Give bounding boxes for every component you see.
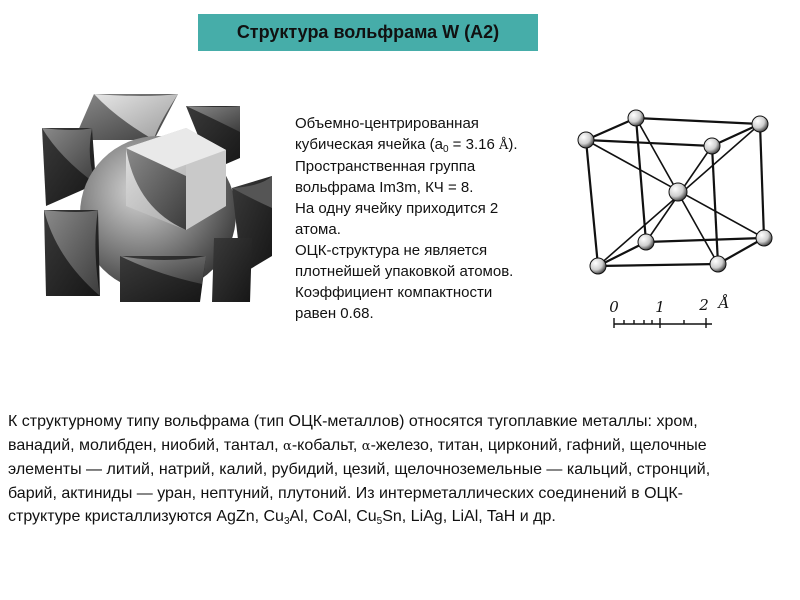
bcc-metals-paragraph	[8, 410, 798, 529]
description-line: плотнейшей упаковкой атомов.	[295, 263, 514, 280]
paragraph-line: К структурному типу вольфрама (тип ОЦК-металлов) относятся тугоплавкие металлы: хром,	[8, 413, 698, 430]
scale-ruler	[614, 318, 712, 328]
alpha-symbol: α	[283, 438, 292, 454]
description-line: Пространственная группа	[295, 158, 476, 175]
scale-label-0: 0	[609, 298, 619, 316]
paragraph-line: элементы — литий, натрий, калий, рубидий, цезий, щелочноземельные — кальций, стронций,	[8, 461, 711, 478]
paragraph-line: барий, актиниды — уран, нептуний, плутоний. Из интерметаллических соединений в ОЦК-	[8, 484, 684, 502]
atom	[590, 258, 606, 274]
paragraph-text: Sn, LiAg, LiAl, TaH и др.	[382, 508, 556, 525]
subscript: 0	[442, 144, 449, 155]
description-line: атома.	[295, 221, 341, 238]
paragraph-text: ванадий, молибден, ниобий, тантал,	[8, 436, 284, 454]
angstrom-unit: Å	[498, 138, 509, 153]
description-line: ОЦК-структура не является	[295, 242, 488, 259]
cell-description	[295, 113, 585, 324]
atom	[628, 110, 644, 126]
length-scale	[609, 294, 729, 316]
description-line: Коэффициент компактности	[295, 284, 493, 301]
paragraph-text: структуре кристаллизуются AgZn, Cu	[8, 508, 284, 525]
scale-unit: Å	[718, 294, 730, 312]
subscript: 3	[283, 516, 290, 527]
alpha-symbol: α	[361, 438, 371, 454]
paragraph-text: -железо, титан, цирконий, гафний, щелочные	[370, 436, 707, 454]
page-title: Структура вольфрама W (A2)	[236, 22, 500, 42]
description-text: = 3.16	[448, 136, 499, 153]
description-line-lattice-constant	[295, 134, 585, 156]
description-line: На одну ячейку приходится 2	[295, 200, 499, 217]
description-line: Объемно-центрированная	[295, 115, 479, 132]
description-text: кубическая ячейка (a	[295, 136, 443, 153]
subscript: 5	[376, 516, 383, 527]
paragraph-line	[8, 505, 798, 529]
atom	[756, 230, 772, 246]
description-line: вольфрама Im3m, КЧ = 8.	[295, 179, 474, 196]
description-line: равен 0.68.	[295, 305, 374, 322]
atom	[752, 116, 768, 132]
atom	[578, 132, 594, 148]
atom	[638, 234, 654, 250]
paragraph-line	[8, 434, 798, 459]
atom	[704, 138, 720, 154]
description-text: ).	[508, 136, 518, 153]
paragraph-text: Al, CoAl, Cu	[289, 508, 377, 525]
title-banner	[198, 14, 538, 51]
atom	[710, 256, 726, 272]
bcc-lattice-diagram	[574, 94, 784, 334]
center-atom	[669, 183, 687, 201]
scale-label-1: 1	[655, 298, 665, 316]
paragraph-text: -кобальт,	[291, 436, 362, 454]
scale-label-2: 2	[699, 296, 709, 314]
bcc-packing-illustration	[36, 88, 274, 306]
